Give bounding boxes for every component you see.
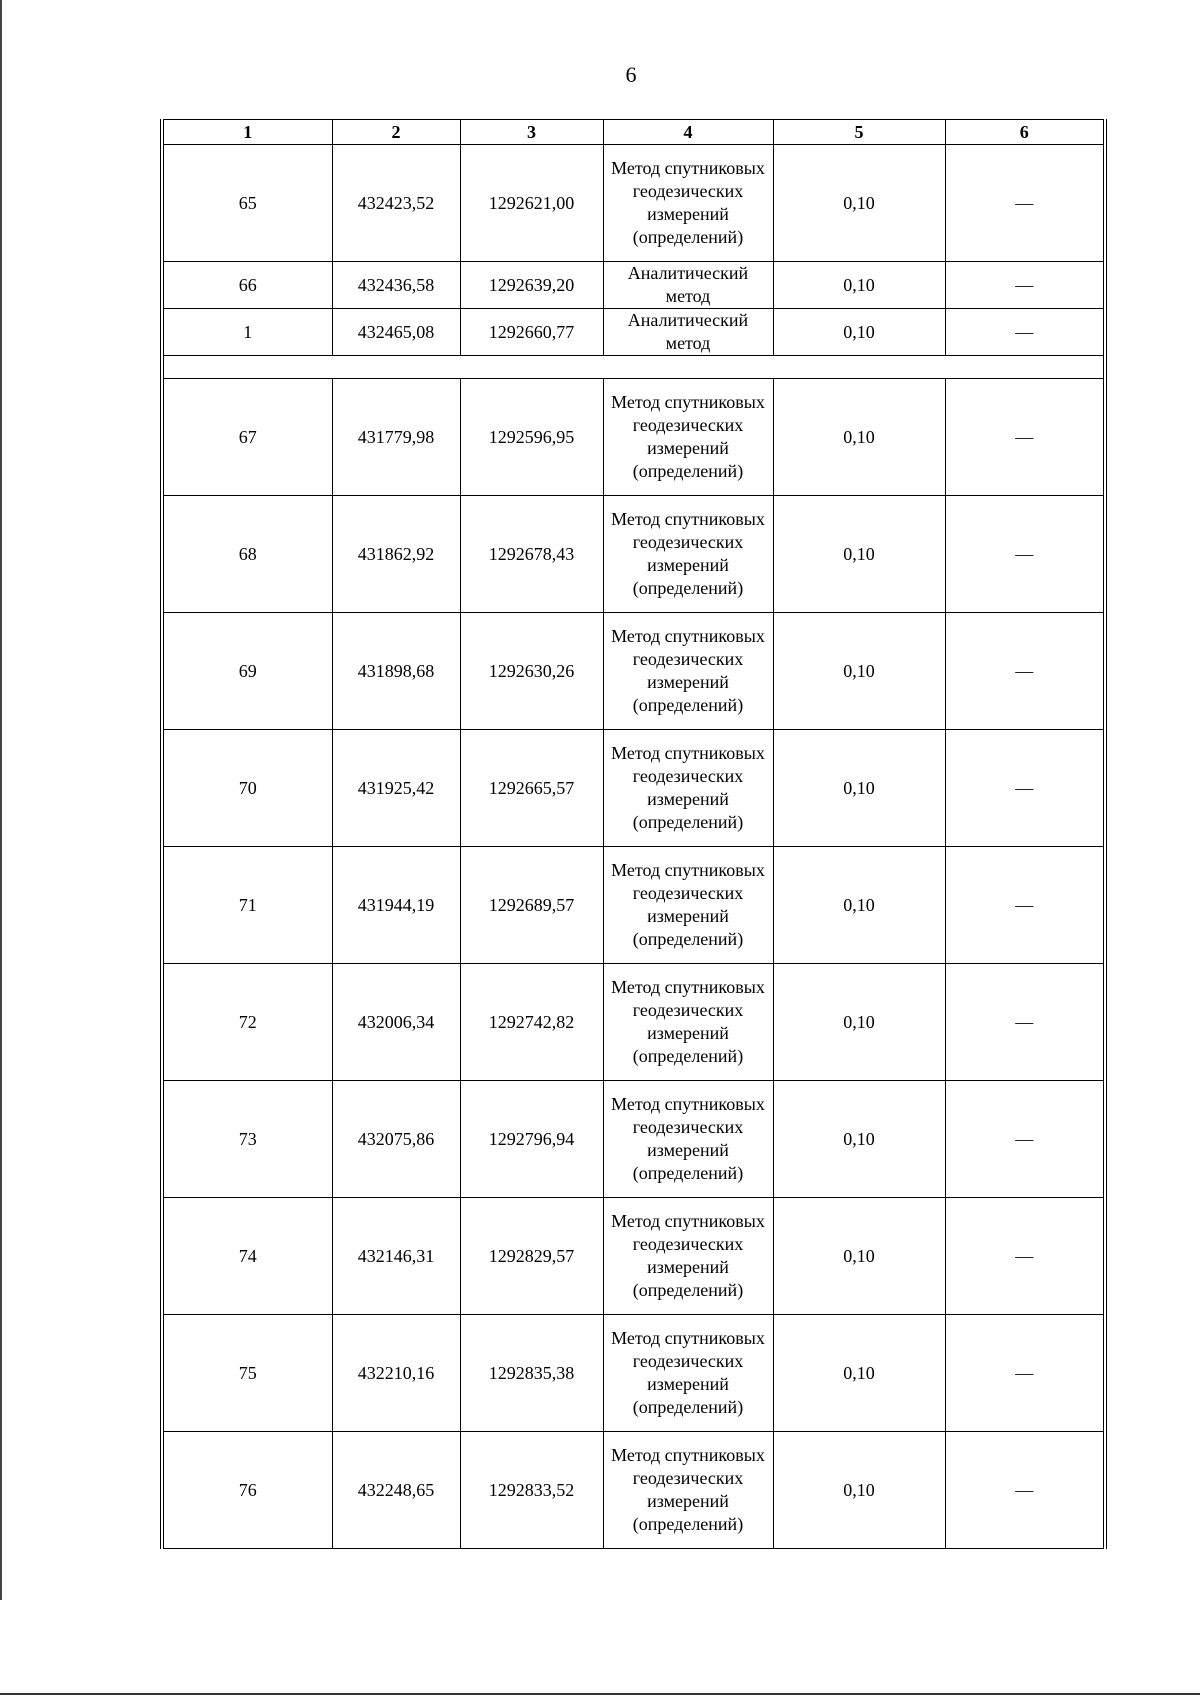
method-cell: Аналитический метод <box>603 309 773 356</box>
column-header: 3 <box>460 120 603 145</box>
method-cell: Метод спутниковых геодезических измерений (определений) <box>603 730 773 847</box>
point-number-cell: 1 <box>162 309 332 356</box>
y-coordinate-cell: 1292742,82 <box>460 964 603 1081</box>
description-cell: — <box>945 1081 1105 1198</box>
description-cell: — <box>945 730 1105 847</box>
column-header: 2 <box>332 120 460 145</box>
accuracy-cell: 0,10 <box>773 964 945 1081</box>
description-cell: — <box>945 262 1105 309</box>
y-coordinate-cell: 1292596,95 <box>460 379 603 496</box>
y-coordinate-cell: 1292689,57 <box>460 847 603 964</box>
y-coordinate-cell: 1292630,26 <box>460 613 603 730</box>
column-header: 1 <box>162 120 332 145</box>
column-header: 4 <box>603 120 773 145</box>
point-number-cell: 67 <box>162 379 332 496</box>
description-cell: — <box>945 613 1105 730</box>
description-cell: — <box>945 847 1105 964</box>
y-coordinate-cell: 1292621,00 <box>460 145 603 262</box>
method-cell: Метод спутниковых геодезических измерений (определений) <box>603 379 773 496</box>
description-cell: — <box>945 309 1105 356</box>
page-bottom-rule <box>0 1693 1200 1695</box>
accuracy-cell: 0,10 <box>773 379 945 496</box>
x-coordinate-cell: 431898,68 <box>332 613 460 730</box>
table-body <box>162 145 1105 1549</box>
y-coordinate-cell: 1292796,94 <box>460 1081 603 1198</box>
accuracy-cell: 0,10 <box>773 1081 945 1198</box>
y-coordinate-cell: 1292665,57 <box>460 730 603 847</box>
method-cell: Метод спутниковых геодезических измерений (определений) <box>603 1432 773 1549</box>
x-coordinate-cell: 432146,31 <box>332 1198 460 1315</box>
description-cell: — <box>945 496 1105 613</box>
x-coordinate-cell: 431862,92 <box>332 496 460 613</box>
table-header-row <box>162 120 1105 145</box>
description-cell: — <box>945 145 1105 262</box>
separator-cell <box>162 356 1105 379</box>
table-row <box>162 496 1105 613</box>
accuracy-cell: 0,10 <box>773 309 945 356</box>
column-header: 5 <box>773 120 945 145</box>
point-number-cell: 71 <box>162 847 332 964</box>
page-left-margin-rule <box>0 0 2 1600</box>
page-number: 6 <box>625 62 637 87</box>
point-number-cell: 75 <box>162 1315 332 1432</box>
table-row <box>162 1081 1105 1198</box>
x-coordinate-cell: 432210,16 <box>332 1315 460 1432</box>
x-coordinate-cell: 431925,42 <box>332 730 460 847</box>
x-coordinate-cell: 431779,98 <box>332 379 460 496</box>
table-row <box>162 613 1105 730</box>
table-row <box>162 145 1105 262</box>
x-coordinate-cell: 432248,65 <box>332 1432 460 1549</box>
table-row <box>162 379 1105 496</box>
method-cell: Метод спутниковых геодезических измерений (определений) <box>603 613 773 730</box>
table-row <box>162 1198 1105 1315</box>
y-coordinate-cell: 1292835,38 <box>460 1315 603 1432</box>
accuracy-cell: 0,10 <box>773 262 945 309</box>
x-coordinate-cell: 432423,52 <box>332 145 460 262</box>
table-row <box>162 262 1105 309</box>
y-coordinate-cell: 1292639,20 <box>460 262 603 309</box>
y-coordinate-cell: 1292678,43 <box>460 496 603 613</box>
point-number-cell: 74 <box>162 1198 332 1315</box>
x-coordinate-cell: 432006,34 <box>332 964 460 1081</box>
description-cell: — <box>945 964 1105 1081</box>
point-number-cell: 73 <box>162 1081 332 1198</box>
x-coordinate-cell: 432075,86 <box>332 1081 460 1198</box>
table-row <box>162 964 1105 1081</box>
table-row <box>162 309 1105 356</box>
coordinates-table <box>160 119 1107 1549</box>
accuracy-cell: 0,10 <box>773 847 945 964</box>
method-cell: Метод спутниковых геодезических измерений (определений) <box>603 964 773 1081</box>
accuracy-cell: 0,10 <box>773 496 945 613</box>
point-number-cell: 68 <box>162 496 332 613</box>
table-row <box>162 1432 1105 1549</box>
description-cell: — <box>945 1198 1105 1315</box>
point-number-cell: 69 <box>162 613 332 730</box>
table-separator-row <box>162 356 1105 379</box>
accuracy-cell: 0,10 <box>773 145 945 262</box>
accuracy-cell: 0,10 <box>773 1432 945 1549</box>
point-number-cell: 65 <box>162 145 332 262</box>
y-coordinate-cell: 1292660,77 <box>460 309 603 356</box>
method-cell: Аналитический метод <box>603 262 773 309</box>
accuracy-cell: 0,10 <box>773 730 945 847</box>
point-number-cell: 76 <box>162 1432 332 1549</box>
accuracy-cell: 0,10 <box>773 1315 945 1432</box>
method-cell: Метод спутниковых геодезических измерений (определений) <box>603 145 773 262</box>
method-cell: Метод спутниковых геодезических измерений (определений) <box>603 1081 773 1198</box>
accuracy-cell: 0,10 <box>773 613 945 730</box>
method-cell: Метод спутниковых геодезических измерений (определений) <box>603 1315 773 1432</box>
point-number-cell: 66 <box>162 262 332 309</box>
table-row <box>162 1315 1105 1432</box>
y-coordinate-cell: 1292829,57 <box>460 1198 603 1315</box>
x-coordinate-cell: 431944,19 <box>332 847 460 964</box>
table-row <box>162 847 1105 964</box>
description-cell: — <box>945 379 1105 496</box>
x-coordinate-cell: 432465,08 <box>332 309 460 356</box>
point-number-cell: 72 <box>162 964 332 1081</box>
column-header: 6 <box>945 120 1105 145</box>
x-coordinate-cell: 432436,58 <box>332 262 460 309</box>
accuracy-cell: 0,10 <box>773 1198 945 1315</box>
method-cell: Метод спутниковых геодезических измерений (определений) <box>603 1198 773 1315</box>
method-cell: Метод спутниковых геодезических измерений (определений) <box>603 847 773 964</box>
table-row <box>162 730 1105 847</box>
description-cell: — <box>945 1315 1105 1432</box>
method-cell: Метод спутниковых геодезических измерений (определений) <box>603 496 773 613</box>
y-coordinate-cell: 1292833,52 <box>460 1432 603 1549</box>
point-number-cell: 70 <box>162 730 332 847</box>
description-cell: — <box>945 1432 1105 1549</box>
